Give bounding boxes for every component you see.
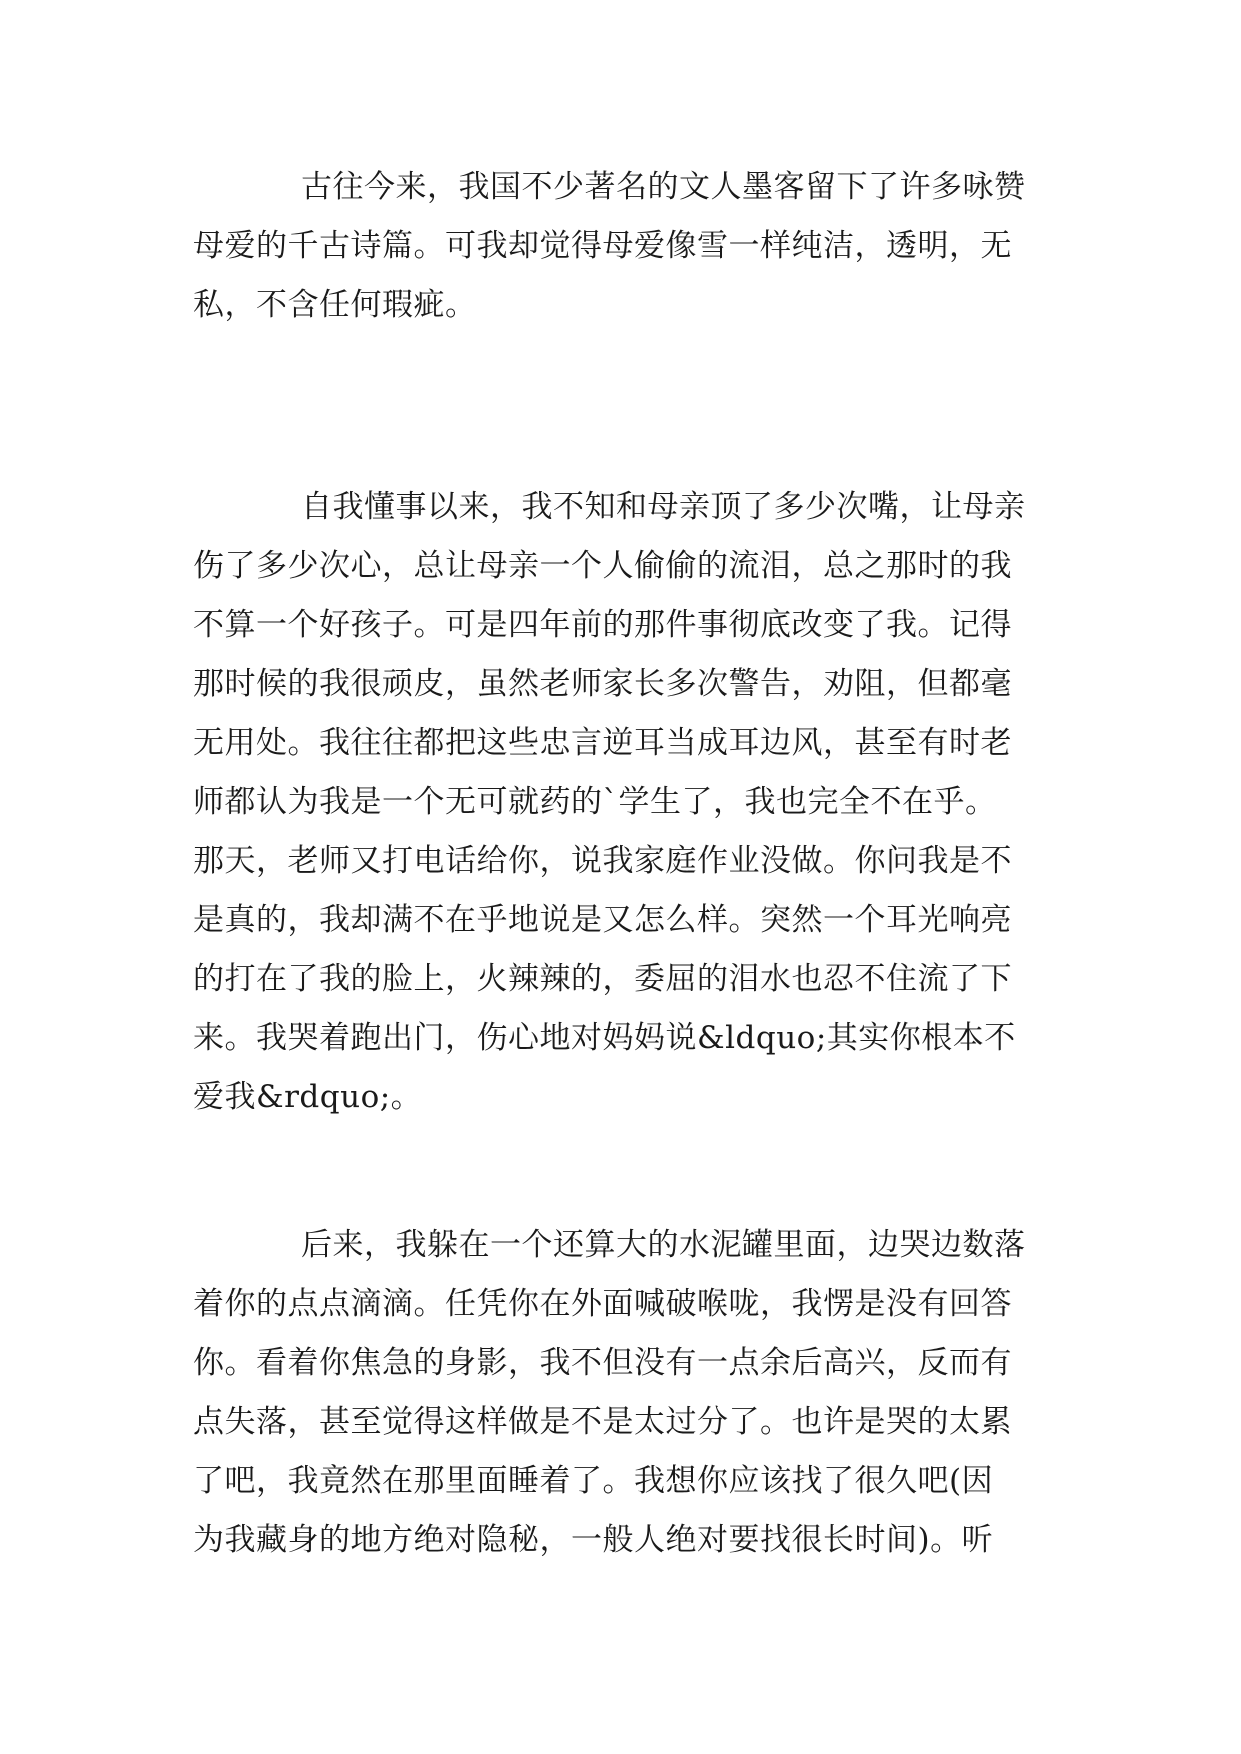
text-line: 了吧，我竟然在那里面睡着了。我想你应该找了很久吧(因 [193,1463,994,1499]
text-line: 那天，老师又打电话给你，说我家庭作业没做。你问我是不 [193,843,1012,879]
text-line: 点失落，甚至觉得这样做是不是太过分了。也许是哭的太累 [193,1404,1012,1440]
text-line: 着你的点点滴滴。任凭你在外面喊破喉咙，我愣是没有回答 [193,1286,1012,1322]
text-line: 那时候的我很顽皮，虽然老师家长多次警告，劝阻，但都毫 [193,666,1012,702]
text-line: 古往今来，我国不少著名的文人墨客留下了许多咏赞 [301,169,1026,205]
text-line: 伤了多少次心，总让母亲一个人偷偷的流泪，总之那时的我 [193,548,1012,584]
text-line: 师都认为我是一个无可就药的`学生了，我也完全不在乎。 [193,784,997,820]
text-line: 爱我&rdquo;。 [193,1079,423,1115]
text-line: 不算一个好孩子。可是四年前的那件事彻底改变了我。记得 [193,607,1012,643]
text-line: 是真的，我却满不在乎地说是又怎么样。突然一个耳光响亮 [193,902,1012,938]
paragraph-3 [193,1216,1053,1570]
text-line: 的打在了我的脸上，火辣辣的，委屈的泪水也忍不住流了下 [193,961,1012,997]
text-line: 无用处。我往往都把这些忠言逆耳当成耳边风，甚至有时老 [193,725,1012,761]
paragraph-2 [193,478,1053,1127]
text-line: 来。我哭着跑出门，伤心地对妈妈说&ldquo;其实你根本不 [193,1020,1016,1056]
text-line: 你。看着你焦急的身影，我不但没有一点余后高兴，反而有 [193,1345,1012,1381]
text-line: 母爱的千古诗篇。可我却觉得母爱像雪一样纯洁，透明，无 [193,228,1012,264]
paragraph-1 [193,158,1053,335]
text-line: 后来，我躲在一个还算大的水泥罐里面，边哭边数落 [301,1227,1026,1263]
text-line: 自我懂事以来，我不知和母亲顶了多少次嘴，让母亲 [301,489,1026,525]
text-line: 私，不含任何瑕疵。 [193,287,477,323]
text-line: 为我藏身的地方绝对隐秘，一般人绝对要找很长时间)。听 [193,1522,994,1558]
